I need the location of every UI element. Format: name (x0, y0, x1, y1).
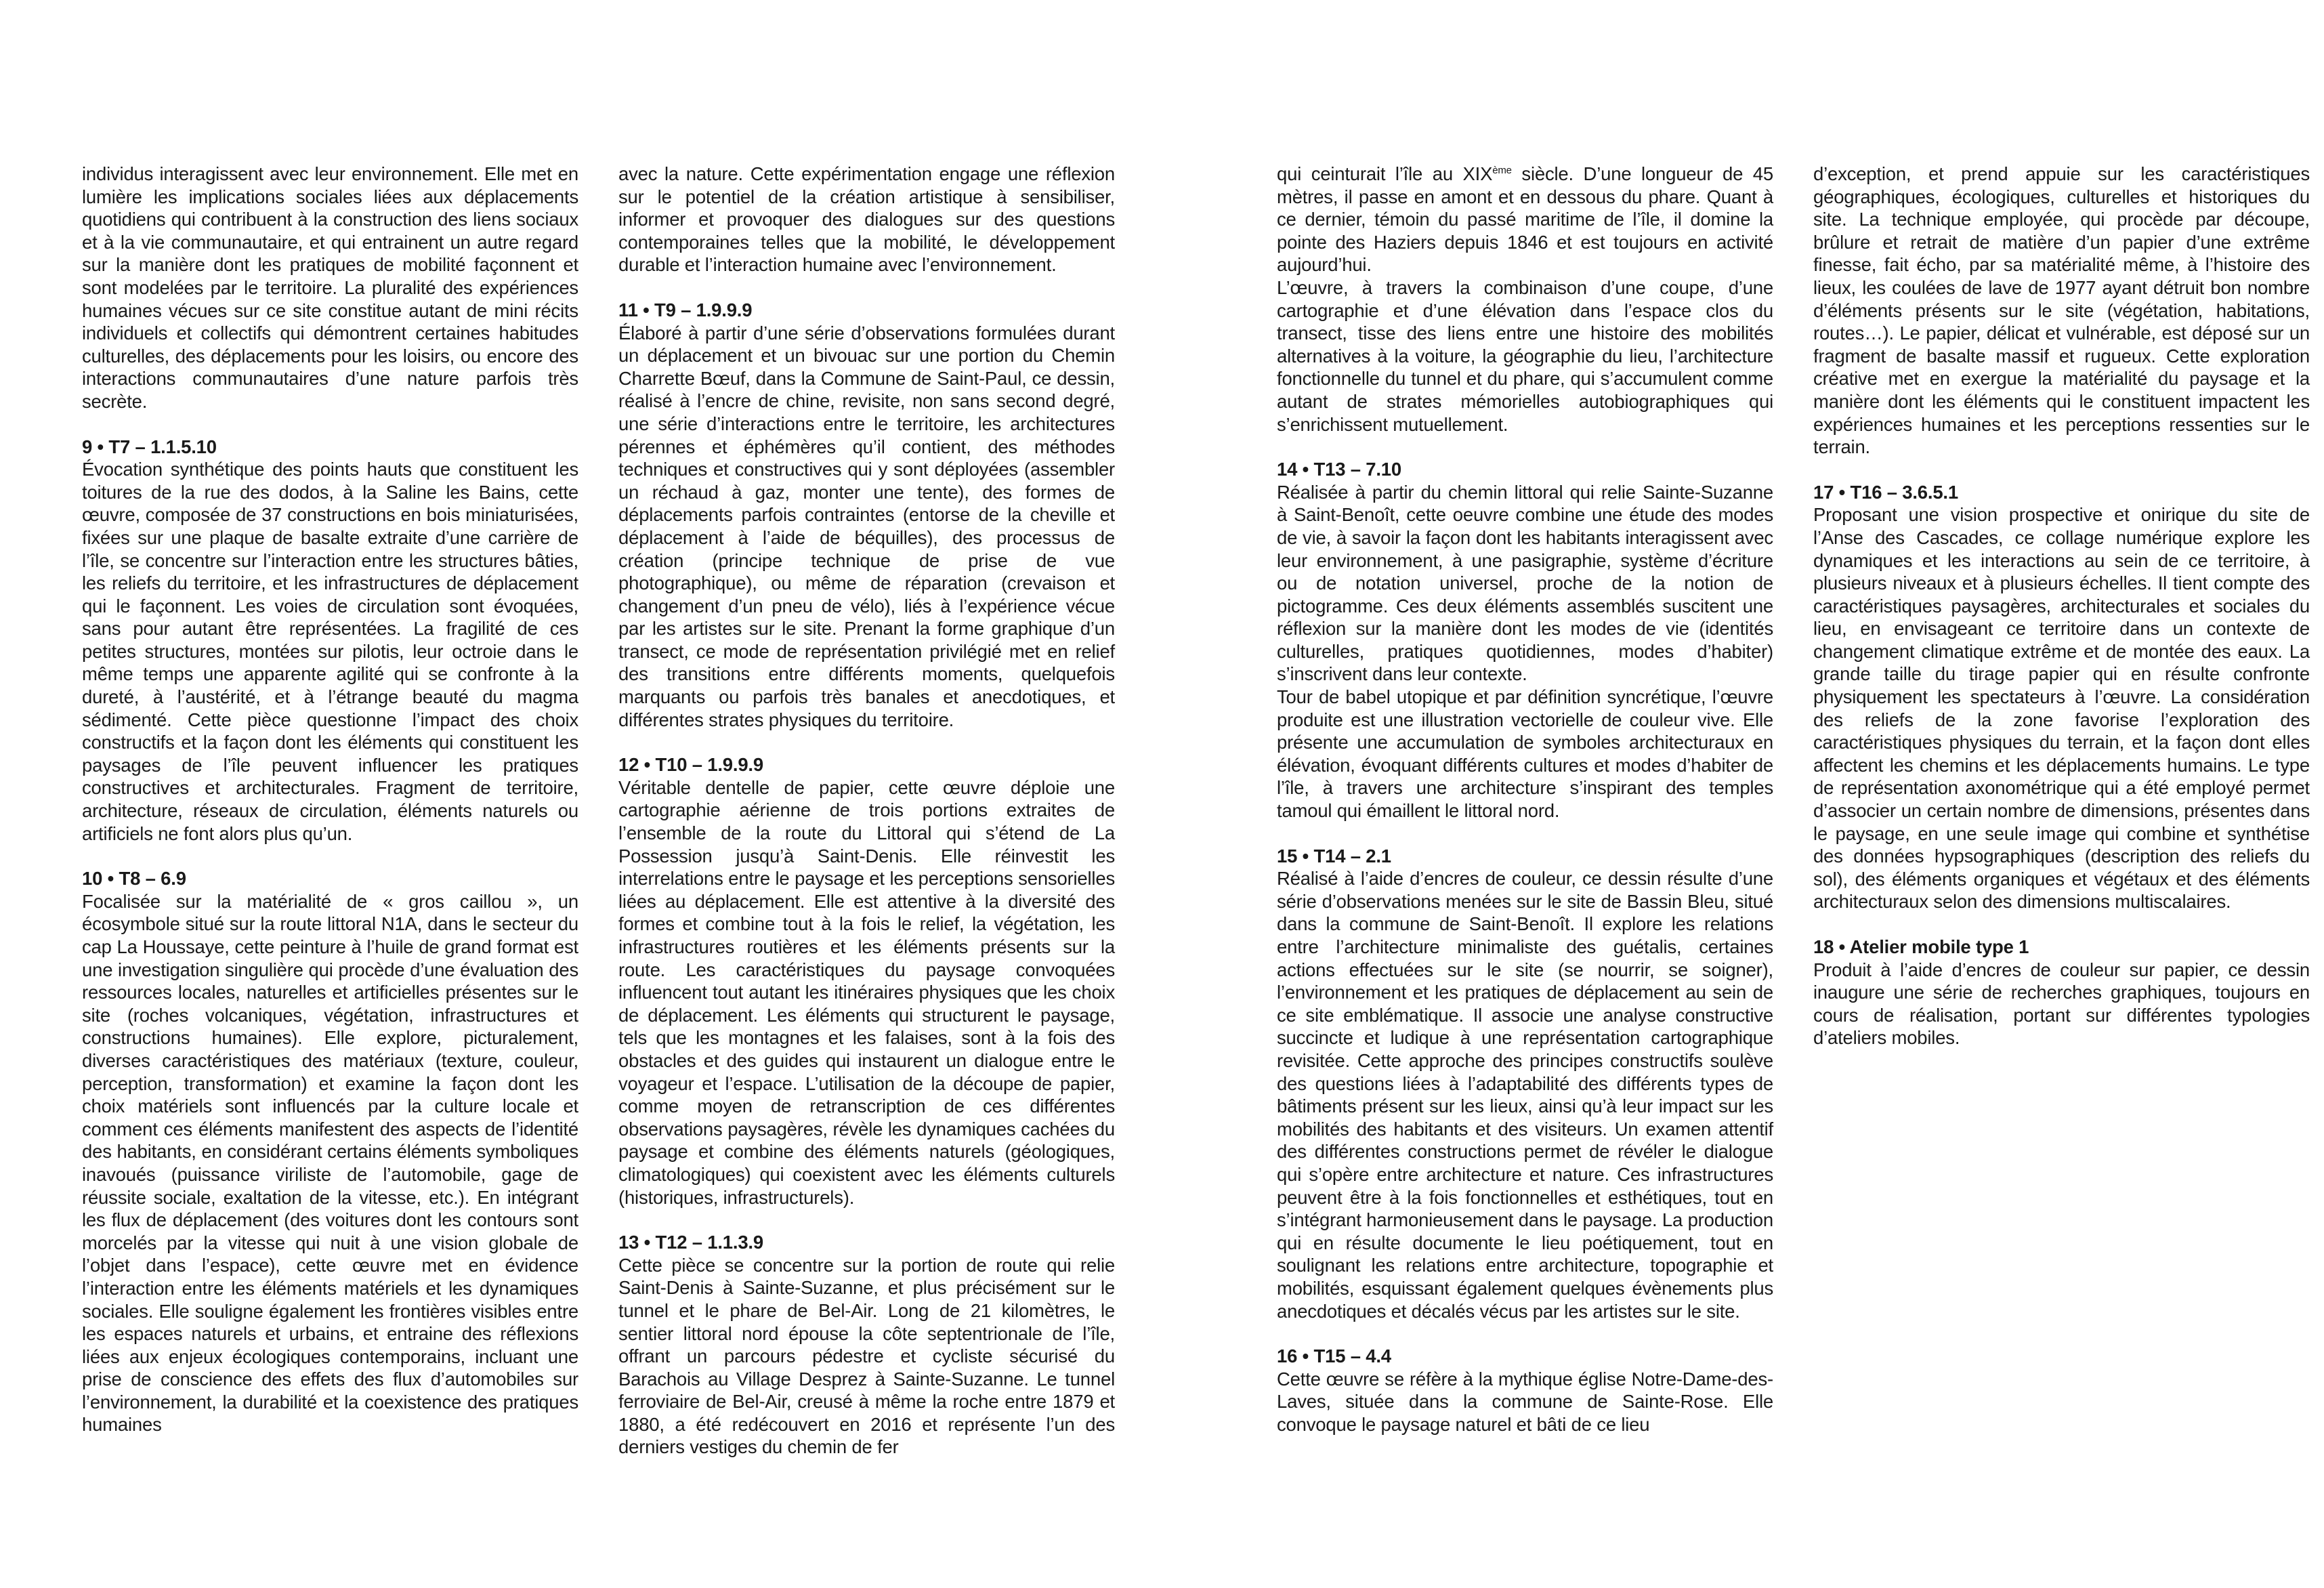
section-body-18: Produit à l’aide d’encres de couleur sur papier, ce dessin inaugure une série de recherches graphiques, toujours en cours de réalisation, portant sur différentes typologies d’ateliers mobiles. (1813, 959, 2310, 1049)
text-column-2 (618, 163, 1115, 1459)
section-body-11: Élaboré à partir d’une série d’observations formulées durant un déplacement et un bivouac sur une portion du Chemin Charrette Bœuf, dans la Commune de Saint-Paul, ce dessin, réalisé à l’encre de chine, revisite, non sans second degré, une série d’interactions entre le territoire, les architectures pérennes et éphémères qu’il contient, des méthodes techniques et constructives qui y sont déployées (assembler un réchaud à gaz, monter une tente), des formes de déplacements parfois contraintes (entorse de la cheville et déplacement à l’aide de béquilles), des processus de création (principe technique de prise de vue photographique), ou même de réparation (crevaison et changement d’un pneu de vélo), liés à l’expérience vécue par les artistes sur le site. Prenant la forme graphique d’un transect, ce mode de représentation privilégié met en relief des transitions entre différents moments, quelquefois marquants ou parfois très banales et anecdotiques, et différentes strates physiques du territoire. (618, 322, 1115, 730)
section-body-9: Évocation synthétique des points hauts que constituent les toitures de la rue des dodos, à la Saline les Bains, cette œuvre, composée de 37 constructions en bois miniaturisées, fixées sur une plaque de basalte extraite d’une carrière de l’île, se concentre sur l’interaction entre les structures bâties, les reliefs du territoire, et les infrastructures de déplacement qui le façonnent. Les voies de circulation sont évoquées, sans pour autant être représentées. La fragilité de ces petites structures, montées sur pilotis, leur octroie dans le même temps une apparente agilité qui se confronte à la dureté, à l’austérité, et à l’étrange beauté du magma sédimenté. Cette pièce questionne l’impact des choix constructifs et la façon dont les éléments qui constituent les paysages de l’île peuvent influencer les pratiques constructives et architecturales. Fragment de territoire, architecture, réseaux de circulation, éléments naturels ou artificiels ne font alors plus qu’un. (82, 459, 578, 844)
section-heading-10: 10 • T8 – 6.9 (82, 868, 186, 890)
paragraph: L’œuvre, à travers la combinaison d’une coupe, d’une cartographie et d’une élévation dans l’espace clos du transect, tisse des liens entre une histoire des mobilités alternatives à la voiture, la géographie du lieu, l’architecture fonctionnelle du tunnel et du phare, qui s’accumulent comme autant de strates mémorielles autobiographiques qui s’enrichissent mutuellement. (1277, 276, 1773, 435)
text-run: siècle. D’une longueur de 45 mètres, il passe en amont et en dessous du phare. Quant à ce dernier, témoin du passé maritime de l’île, il domine la pointe des Haziers depuis 1846 et est toujours en activité aujourd’hui. (1277, 163, 1773, 276)
section-body-17: Proposant une vision prospective et onirique du site de l’Anse des Cascades, ce collage numérique explore les dynamiques et les interactions au sein de ce territoire, à plusieurs niveaux et à plusieurs échelles. Il tient compte des caractéristiques paysagères, architecturales et sociales du lieu, en envisageant ce territoire dans un contexte de changement climatique extrême et de montée des eaux. La grande taille du tirage papier qui en résulte confronte physiquement les spectateurs à l’œuvre. La considération des reliefs de la zone favorise l’exploration des caractéristiques physiques du terrain, et la façon dont elles affectent les chemins et les déplacements humains. Le type de représentation axonométrique qui a été employé permet d’associer un certain nombre de dimensions, présentes dans le paysage, en une seule image qui combine et synthétise des données hypsographiques (description des reliefs du sol), des éléments organiques et végétaux et des éléments architecturaux selon des dimensions multiscalaires. (1813, 504, 2310, 913)
section-body-10: Focalisée sur la matérialité de « gros caillou », un écosymbole situé sur la route littoral N1A, dans le secteur du cap La Houssaye, cette peinture à l’huile de grand format est une investigation singulière qui procède d’une évaluation des ressources locales, naturelles et artificielles présentes sur le site (roches volcaniques, végétation, infrastructures et constructions humaines). Elle explore, picturalement, diverses caractéristiques des matériaux (texture, couleur, perception, transformation) et examine la façon dont les choix matériels sont influencés par la culture locale et comment ces éléments manifestent des aspects de l’identité des habitants, en considérant certains éléments symboliques inavoués (puissance viriliste de l’automobile, gage de réussite sociale, exaltation de la vitesse, etc.). En intégrant les flux de déplacement (des voitures dont les contours sont morcelés par la vitesse qui nuit à une vision globale de l’objet dans l’espace), cette œuvre met en évidence l’interaction entre les éléments matériels et les dynamiques sociales. Elle souligne également les frontières visibles entre les espaces naturels et urbains, et entraine des réflexions liées aux enjeux écologiques contemporains, incluant une prise de conscience des effets des flux d’automobiles sur l’environnement, la durabilité et la coexistence des pratiques humaines (82, 890, 578, 1436)
paragraph-continued (1277, 163, 1773, 276)
section-body-14a: Réalisée à partir du chemin littoral qui relie Sainte-Suzanne à Saint-Benoît, cette oeuvre combine une étude des modes de vie, à savoir la façon dont les habitants interagissent avec leur environnement, à une pasigraphie, système d’écriture ou de notation universel, proche de la notion de pictogramme. Ces deux éléments assemblés suscitent une réflexion sur la manière dont les modes de vie (identités culturelles, pratiques quotidiennes, modes d’habiter) s’inscrivent dans leur contexte. (1277, 481, 1773, 685)
section-body-14b: Tour de babel utopique et par définition syncrétique, l’œuvre produite est une illustration vectorielle de couleur vive. Elle présente une accumulation de symboles architecturaux en élévation, évoquant différents cultures et modes d’habiter de l’île, à travers une architecture s’inspirant des temples tamoul qui émaillent le littoral nord. (1277, 686, 1773, 822)
paragraph-continued: avec la nature. Cette expérimentation engage une réflexion sur le potentiel de la création artistique à sensibiliser, informer et provoquer des dialogues sur des questions contemporaines telles que la mobilité, le développement durable et l’interaction humaine avec l’environnement. (618, 163, 1115, 276)
section-heading-11: 11 • T9 – 1.9.9.9 (618, 299, 753, 320)
text-column-4 (1813, 163, 2310, 1049)
text-column-3 (1277, 163, 1773, 1436)
section-body-12: Véritable dentelle de papier, cette œuvre déploie une cartographie aérienne de trois portions extraites de l’ensemble de la route du Littoral qui s’étend de La Possession jusqu’à Saint-Denis. Elle réinvestit les interrelations entre le paysage et les perceptions sensorielles liées au déplacement. Elle est attentive à la diversité des formes et combine tout à la fois le relief, la végétation, les infrastructures routières et les éléments présents sur la route. Les caractéristiques du paysage convoquées influencent tout autant les itinéraires physiques que les choix de déplacement. Les éléments qui structurent le paysage, tels que les montagnes et les falaises, sont à la fois des obstacles et des guides qui instaurent un dialogue entre le voyageur et l’espace. L’utilisation de la découpe de papier, comme moyen de retranscription de ces différentes observations paysagères, révèle les dynamiques cachées du paysage et combine des éléments naturels (géologiques, climatologiques) qui coexistent avec les éléments culturels (historiques, infrastructurels). (618, 776, 1115, 1208)
section-heading-9: 9 • T7 – 1.1.5.10 (82, 436, 217, 457)
section-body-15: Réalisé à l’aide d’encres de couleur, ce dessin résulte d’une série d’observations menées sur le site de Bassin Bleu, situé dans la commune de Saint-Benoît. Il explore les relations entre l’architecture minimaliste des guétalis, certaines actions effectuées sur le site (se nourrir, se soigner), l’environnement et les pratiques de déplacement au sein de ce site emblématique. Il associe une analyse constructive succincte et ludique à une représentation cartographique revisitée. Cette approche des principes constructifs soulève des questions liées à l’adaptabilité des différents types de bâtiments présent sur les lieux, ainsi qu’à leur impact sur les mobilités des habitants et des visiteurs. Un examen attentif des différentes constructions permet de révéler le dialogue qui s’opère entre architecture et nature. Ces infrastructures peuvent être à la fois fonctionnelles et esthétiques, tout en s’intégrant harmonieusement dans le paysage. La production qui en résulte documente le lieu poétiquement, tout en soulignant les relations entre architecture, topographie et mobilités, esquissant également quelques évènements plus anecdotiques et décalés vécus par les artistes sur le site. (1277, 868, 1773, 1322)
paragraph-continued: individus interagissent avec leur environnement. Elle met en lumière les implications sociales liées aux déplacements quotidiens qui contribuent à la construction des liens sociaux et à la vie communautaire, et qui entrainent un autre regard sur la manière dont les pratiques de mobilité façonnent et sont modelées par le territoire. La pluralité des expériences humaines vécues sur ce site constitue autant de mini récits individuels et collectifs qui démontrent certaines habitudes culturelles, des déplacements pour les loisirs, ou encore des interactions communautaires d’une nature parfois très secrète. (82, 163, 578, 412)
section-body-16: Cette œuvre se réfère à la mythique église Notre-Dame-des-Laves, située dans la commune de Sainte-Rose. Elle convoque le paysage naturel et bâti de ce lieu (1277, 1368, 1773, 1435)
section-body-13: Cette pièce se concentre sur la portion de route qui relie Saint-Denis à Sainte-Suzanne, et plus précisément sur le tunnel et le phare de Bel-Air. Long de 21 kilomètres, le sentier littoral nord épouse la côte septentrionale de l’île, offrant un parcours pédestre et cycliste sécurisé du Barachois au Village Desprez à Sainte-Suzanne. Le tunnel ferroviaire de Bel-Air, creusé à même la roche entre 1879 et 1880, a été redécouvert en 2016 et représente l’un des derniers vestiges du chemin de fer (618, 1254, 1115, 1458)
section-heading-12: 12 • T10 – 1.9.9.9 (618, 754, 763, 776)
section-heading-17: 17 • T16 – 3.6.5.1 (1813, 481, 1958, 503)
section-heading-15: 15 • T14 – 2.1 (1277, 845, 1391, 866)
text-column-1 (82, 163, 578, 1436)
superscript: ème (1492, 164, 1512, 176)
section-heading-13: 13 • T12 – 1.1.3.9 (618, 1232, 763, 1253)
paragraph-continued: d’exception, et prend appuie sur les caractéristiques géographiques, écologiques, culturelles et historiques du site. La technique employée, qui procède par découpe, brûlure et retrait de matière d’un papier d’une extrême finesse, fait écho, par sa matérialité même, à l’histoire des lieux, les coulées de lave de 1977 ayant détruit bon nombre d’éléments présents sur le site (végétation, habitations, routes…). Le papier, délicat et vulnérable, est déposé sur un fragment de basalte massif et rugueux. Cette exploration créative met en exergue la matérialité du paysage et la manière dont les éléments qui le constituent impactent les expériences humaines et les perceptions ressenties sur le terrain. (1813, 163, 2310, 458)
text-run: qui ceinturait l’île au XIX (1277, 163, 1493, 184)
section-heading-18: 18 • Atelier mobile type 1 (1813, 936, 2029, 957)
section-heading-16: 16 • T15 – 4.4 (1277, 1345, 1391, 1367)
section-heading-14: 14 • T13 – 7.10 (1277, 459, 1401, 480)
